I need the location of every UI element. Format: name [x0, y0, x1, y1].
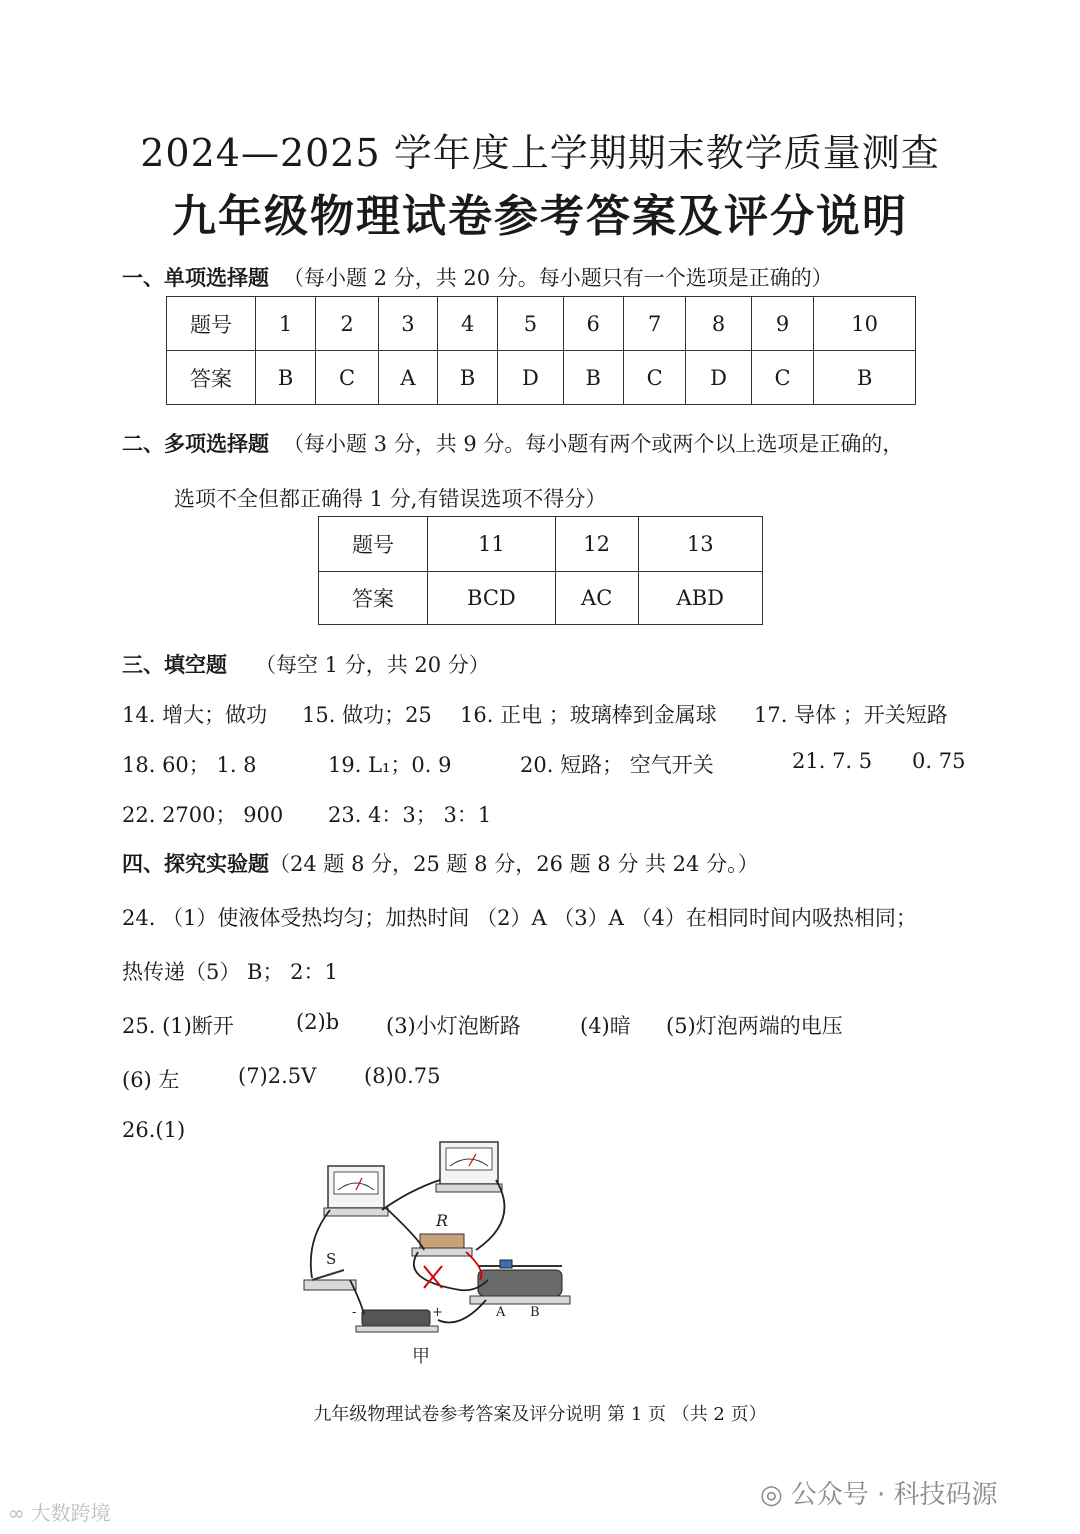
answer-25-2: (2)b [296, 1010, 340, 1034]
table-cell: D [686, 351, 751, 405]
battery-plus-label: + [432, 1305, 443, 1320]
table-row [319, 572, 763, 625]
answer-25-4: (4)暗 [580, 1014, 631, 1038]
table-cell: 9 [751, 297, 814, 351]
table-cell: 12 [555, 517, 638, 572]
table-cell: B [256, 351, 316, 405]
table-cell: B [814, 351, 916, 405]
table-cell: 8 [686, 297, 751, 351]
answer-19: 19. L₁；0. 9 [328, 753, 452, 777]
answer-14: 14. 增大；做功 [122, 703, 268, 727]
rheostat-terminal-a: A [496, 1305, 506, 1320]
answer-24-line2: 热传递（5） B； 2：1 [122, 960, 338, 984]
meter-right-icon [436, 1142, 502, 1192]
table-cell: 5 [498, 297, 563, 351]
resistor-label: R [436, 1211, 449, 1230]
watermark-right [760, 1474, 997, 1511]
table-row [167, 351, 916, 405]
rheostat-terminal-b: B [530, 1305, 540, 1320]
watermark-right-text: 公众号 · 科技码源 [790, 1480, 998, 1510]
section3-label: 三、填空题 [122, 652, 227, 677]
section1-heading [122, 262, 833, 292]
cross-mark-icon [424, 1266, 442, 1288]
table-cell: C [623, 351, 686, 405]
answer-25-1: 25. (1)断开 [122, 1014, 234, 1038]
watermark-left-text: 大数跨境 [30, 1501, 111, 1525]
answer-15: 15. 做功；25 [302, 703, 432, 727]
section1-answer-table [166, 296, 916, 405]
table-cell: D [498, 351, 563, 405]
battery-minus-label: - [352, 1305, 357, 1320]
section4-note: （24 题 8 分，25 题 8 分，26 题 8 分 共 24 分。） [269, 852, 759, 876]
answer-25-6: (6) 左 [122, 1068, 180, 1092]
table-cell: 10 [814, 297, 916, 351]
figure-caption: 甲 [412, 1346, 430, 1367]
answer-26-label: 26.(1) [122, 1118, 186, 1142]
section2-answer-table [318, 516, 763, 625]
table-cell: 3 [378, 297, 437, 351]
switch-label: S [326, 1250, 337, 1268]
answer-20: 20. 短路； 空气开关 [520, 753, 714, 777]
table-cell: A [378, 351, 437, 405]
section1-label: 一、单项选择题 [122, 265, 269, 290]
section2-note-continued: 选项不全但都正确得 1 分,有错误选项不得分） [174, 487, 607, 511]
answer-25-3: (3)小灯泡断路 [386, 1014, 521, 1038]
table-cell: C [751, 351, 814, 405]
answer-24-line1: 24. （1）使液体受热均匀；加热时间 （2）A （3）A （4）在相同时间内吸热相同； [122, 906, 917, 930]
section2-heading [122, 428, 903, 458]
watermark-left [8, 1497, 111, 1526]
watermark-logo-icon: ∞ [8, 1501, 25, 1525]
answer-25-8: (8)0.75 [364, 1064, 441, 1088]
table-cell: 11 [428, 517, 556, 572]
battery-icon [356, 1310, 438, 1332]
section4-heading [122, 848, 759, 878]
exam-title: 2024—2025 学年度上学期期末教学质量测查 [140, 131, 940, 175]
section2-label: 二、多项选择题 [122, 431, 269, 456]
table-cell: 2 [316, 297, 379, 351]
section1-note: （每小题 2 分，共 20 分。每小题只有一个选项是正确的） [283, 266, 833, 290]
answer-16: 16. 正电 ；玻璃棒到金属球 [460, 703, 717, 727]
meter-left-icon [324, 1166, 388, 1216]
table-cell: AC [555, 572, 638, 625]
table-row [319, 517, 763, 572]
table-cell: B [438, 351, 498, 405]
table-cell: 6 [563, 297, 623, 351]
table-cell: ABD [638, 572, 762, 625]
table-cell: 1 [256, 297, 316, 351]
table-row [167, 297, 916, 351]
answer-21-second: 0. 75 [912, 749, 966, 773]
table-header-cell: 答案 [167, 351, 256, 405]
answer-21: 21. 7. 5 [792, 749, 873, 773]
circuit-diagram [290, 1130, 590, 1370]
table-cell: B [563, 351, 623, 405]
table-cell: C [316, 351, 379, 405]
wechat-icon: ◎ [760, 1480, 783, 1510]
section2-note: （每小题 3 分，共 9 分。每小题有两个或两个以上选项是正确的， [283, 432, 904, 456]
answer-18: 18. 60； 1. 8 [122, 753, 257, 777]
answer-17: 17. 导体 ；开关短路 [754, 703, 948, 727]
answer-25-7: (7)2.5V [238, 1064, 317, 1088]
section3-note: （每空 1 分，共 20 分） [255, 653, 490, 677]
table-header-cell: 题号 [319, 517, 428, 572]
answer-25-5: (5)灯泡两端的电压 [666, 1014, 843, 1038]
page-footer: 九年级物理试卷参考答案及评分说明 第 1 页 （共 2 页） [313, 1404, 767, 1425]
table-header-cell: 答案 [319, 572, 428, 625]
table-header-cell: 题号 [167, 297, 256, 351]
document-title: 九年级物理试卷参考答案及评分说明 [172, 191, 908, 242]
table-cell: 4 [438, 297, 498, 351]
answer-23: 23. 4：3； 3：1 [328, 803, 492, 827]
answer-22: 22. 2700； 900 [122, 803, 284, 827]
table-cell: 7 [623, 297, 686, 351]
section4-label: 四、探究实验题 [122, 851, 269, 876]
section3-heading [122, 649, 490, 679]
table-cell: 13 [638, 517, 762, 572]
table-cell: BCD [428, 572, 556, 625]
